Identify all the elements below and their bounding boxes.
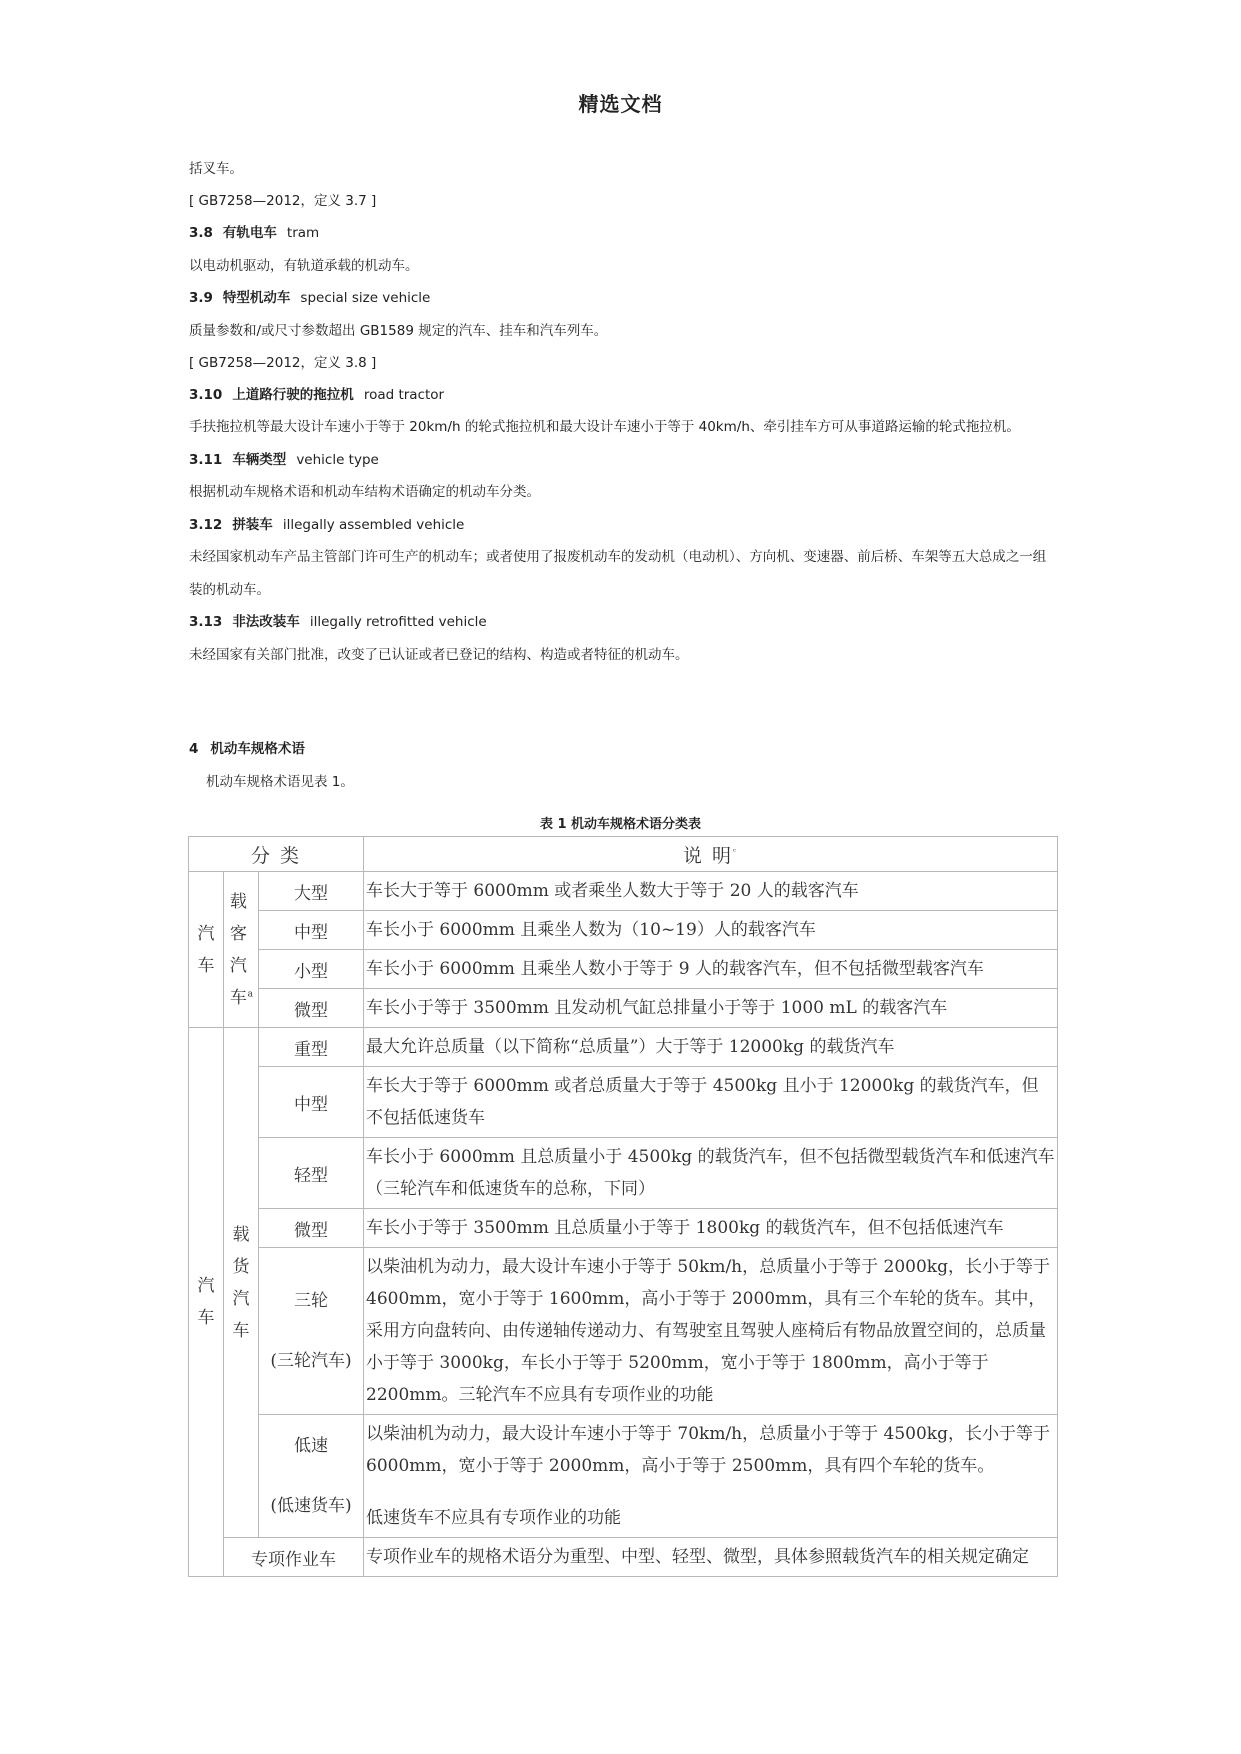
term-chinese: 特型机动车 [222,290,291,306]
subclass-label: 载客汽车 [229,891,247,1008]
reference-text: [ GB7258—2012，定义 3.8 ] [189,355,377,371]
term-chinese: 上道路行驶的拖拉机 [232,387,354,403]
reference-text: [ GB7258—2012，定义 3.7 ] [189,193,377,209]
type-cell: 中型 [259,1067,364,1138]
term-chinese: 车辆类型 [232,452,287,468]
subclass-cell [224,1028,259,1538]
term-english: special size vehicle [300,290,431,306]
spec-table [188,836,1058,1577]
body-text: 手扶拖拉机等最大设计车速小于等于 20km/h 的轮式拖拉机和最大设计车速小于等于 40km/h、牵引挂车方可从事道路运输的轮式拖拉机。 [189,419,1020,435]
body-text: 根据机动车规格术语和机动车结构术语确定的机动车分类。 [189,484,540,500]
term-number: 3.12 [189,517,223,533]
table-row [189,989,1058,1028]
body-text: 以电动机驱动，有轨道承载的机动车。 [189,258,419,274]
desc-cell: 车长小于 6000mm 且总质量小于 4500kg 的载货汽车，但不包括微型载货汽车和低速汽车（三轮汽车和低速货车的总称，下同） [364,1138,1058,1209]
body-text: 质量参数和/或尺寸参数超出 GB1589 规定的汽车、挂车和汽车列车。 [189,323,608,339]
section-heading [189,740,305,758]
term-3-10 [189,386,444,404]
desc-cell: 车长大于等于 6000mm 或者乘坐人数大于等于 20 人的载客汽车 [364,872,1058,911]
desc-cell: 车长小于等于 3500mm 且总质量小于等于 1800kg 的载货汽车，但不包括低速汽车 [364,1209,1058,1248]
term-3-12 [189,516,464,534]
term-number: 3.8 [189,225,213,241]
type-cell [259,1415,364,1538]
term-3-11 [189,451,379,469]
subclass-label: 载货汽车 [232,1224,250,1341]
type-cell: 小型 [259,950,364,989]
footnote-mark: ᶜ [732,847,739,858]
term-english: road tractor [363,387,445,403]
table-header-row [189,837,1058,872]
type-label-alt: (三轮汽车) [270,1351,352,1371]
desc-cell [364,1415,1058,1538]
body-text: 装的机动车。 [189,582,270,598]
term-chinese: 非法改装车 [232,614,300,630]
term-number: 3.10 [189,387,223,403]
table-row [189,1248,1058,1415]
desc-cell: 最大允许总质量（以下简称“总质量”）大于等于 12000kg 的载货汽车 [364,1028,1058,1067]
type-cell [259,1248,364,1415]
header-description-label: 说 明 [682,844,733,867]
body-text: 未经国家有关部门批准，改变了已认证或者已登记的结构、构造或者特征的机动车。 [189,647,689,663]
term-english: illegally assembled vehicle [282,517,465,533]
table-row [189,1538,1058,1577]
type-cell: 轻型 [259,1138,364,1209]
table-caption: 表 1 机动车规格术语分类表 [539,817,702,832]
table-row [189,1067,1058,1138]
type-cell: 重型 [259,1028,364,1067]
class-label: 汽车 [197,923,215,976]
type-cell: 中型 [259,911,364,950]
term-english: vehicle type [296,452,379,468]
term-3-13 [189,613,487,631]
desc-cell: 车长小于 6000mm 且乘坐人数小于等于 9 人的载客汽车，但不包括微型载客汽车 [364,950,1058,989]
type-label-alt: (低速货车) [270,1496,352,1516]
term-english: illegally retrofitted vehicle [309,614,487,630]
page-title: 精选文档 [578,92,663,116]
table-row [189,1138,1058,1209]
desc-cell: 车长小于等于 3500mm 且发动机气缸总排量小于等于 1000 mL 的载客汽车 [364,989,1058,1028]
body-text: 未经国家机动车产品主管部门许可生产的机动车；或者使用了报废机动车的发动机（电动机）、方向机、变速器、前后桥、车架等五大总成之一组 [189,549,1047,565]
term-chinese: 拼装车 [232,517,273,533]
table-row [189,950,1058,989]
type-label: 三轮 [294,1291,328,1311]
desc-cell: 以柴油机为动力，最大设计车速小于等于 50km/h，总质量小于等于 2000kg，长小于等于 4600mm，宽小于等于 1600mm，高小于等于 2000mm，具有三个车轮的货车。其中，采用方向盘转向、由传递轴传递动力、有驾驶室且驾驶人座椅后有物品放置空间的，总质量小于等于 3000kg，车长小于等于 5200mm，宽小于等于 1800mm，高小于等于 2200mm。三轮汽车不应具有专项作业的功能 [364,1248,1058,1415]
type-cell: 微型 [259,1209,364,1248]
term-chinese: 有轨电车 [222,225,277,241]
table-row [189,1209,1058,1248]
desc-text: 低速货车不应具有专项作业的功能 [366,1508,621,1528]
desc-cell: 车长小于 6000mm 且乘坐人数为（10~19）人的载客汽车 [364,911,1058,950]
type-cell: 专项作业车 [224,1538,364,1577]
subclass-cell [224,872,259,1028]
desc-text: 以柴油机为动力，最大设计车速小于等于 70km/h，总质量小于等于 4500kg，长小于等于 6000mm，宽小于等于 2000mm，高小于等于 2500mm，具有四个车轮的货车。 [366,1424,1050,1476]
class-label: 汽车 [197,1276,215,1328]
table-row [189,872,1058,911]
type-label: 低速 [294,1436,328,1456]
desc-cell: 专项作业车的规格术语分为重型、中型、轻型、微型，具体参照载货汽车的相关规定确定 [364,1538,1058,1577]
term-3-8 [189,224,319,242]
desc-cell: 车长大于等于 6000mm 或者总质量大于等于 4500kg 且小于 12000kg 的载货汽车，但不包括低速货车 [364,1067,1058,1138]
term-english: tram [286,225,320,241]
type-cell: 微型 [259,989,364,1028]
table-row [189,911,1058,950]
term-number: 3.13 [189,614,223,630]
table-row [189,1415,1058,1538]
term-number: 3.9 [189,290,213,306]
class-cell [189,1028,224,1577]
header-description [364,837,1058,872]
table-row [189,1028,1058,1067]
term-number: 3.11 [189,452,223,468]
body-text: 括叉车。 [189,161,243,177]
section-number: 4 [189,741,199,757]
section-intro: 机动车规格术语见表 1。 [206,774,354,790]
term-3-9 [189,289,430,307]
class-cell [189,872,224,1028]
section-title: 机动车规格术语 [210,741,305,757]
header-classification: 分 类 [189,837,364,872]
type-cell: 大型 [259,872,364,911]
footnote-mark: a [247,988,254,999]
